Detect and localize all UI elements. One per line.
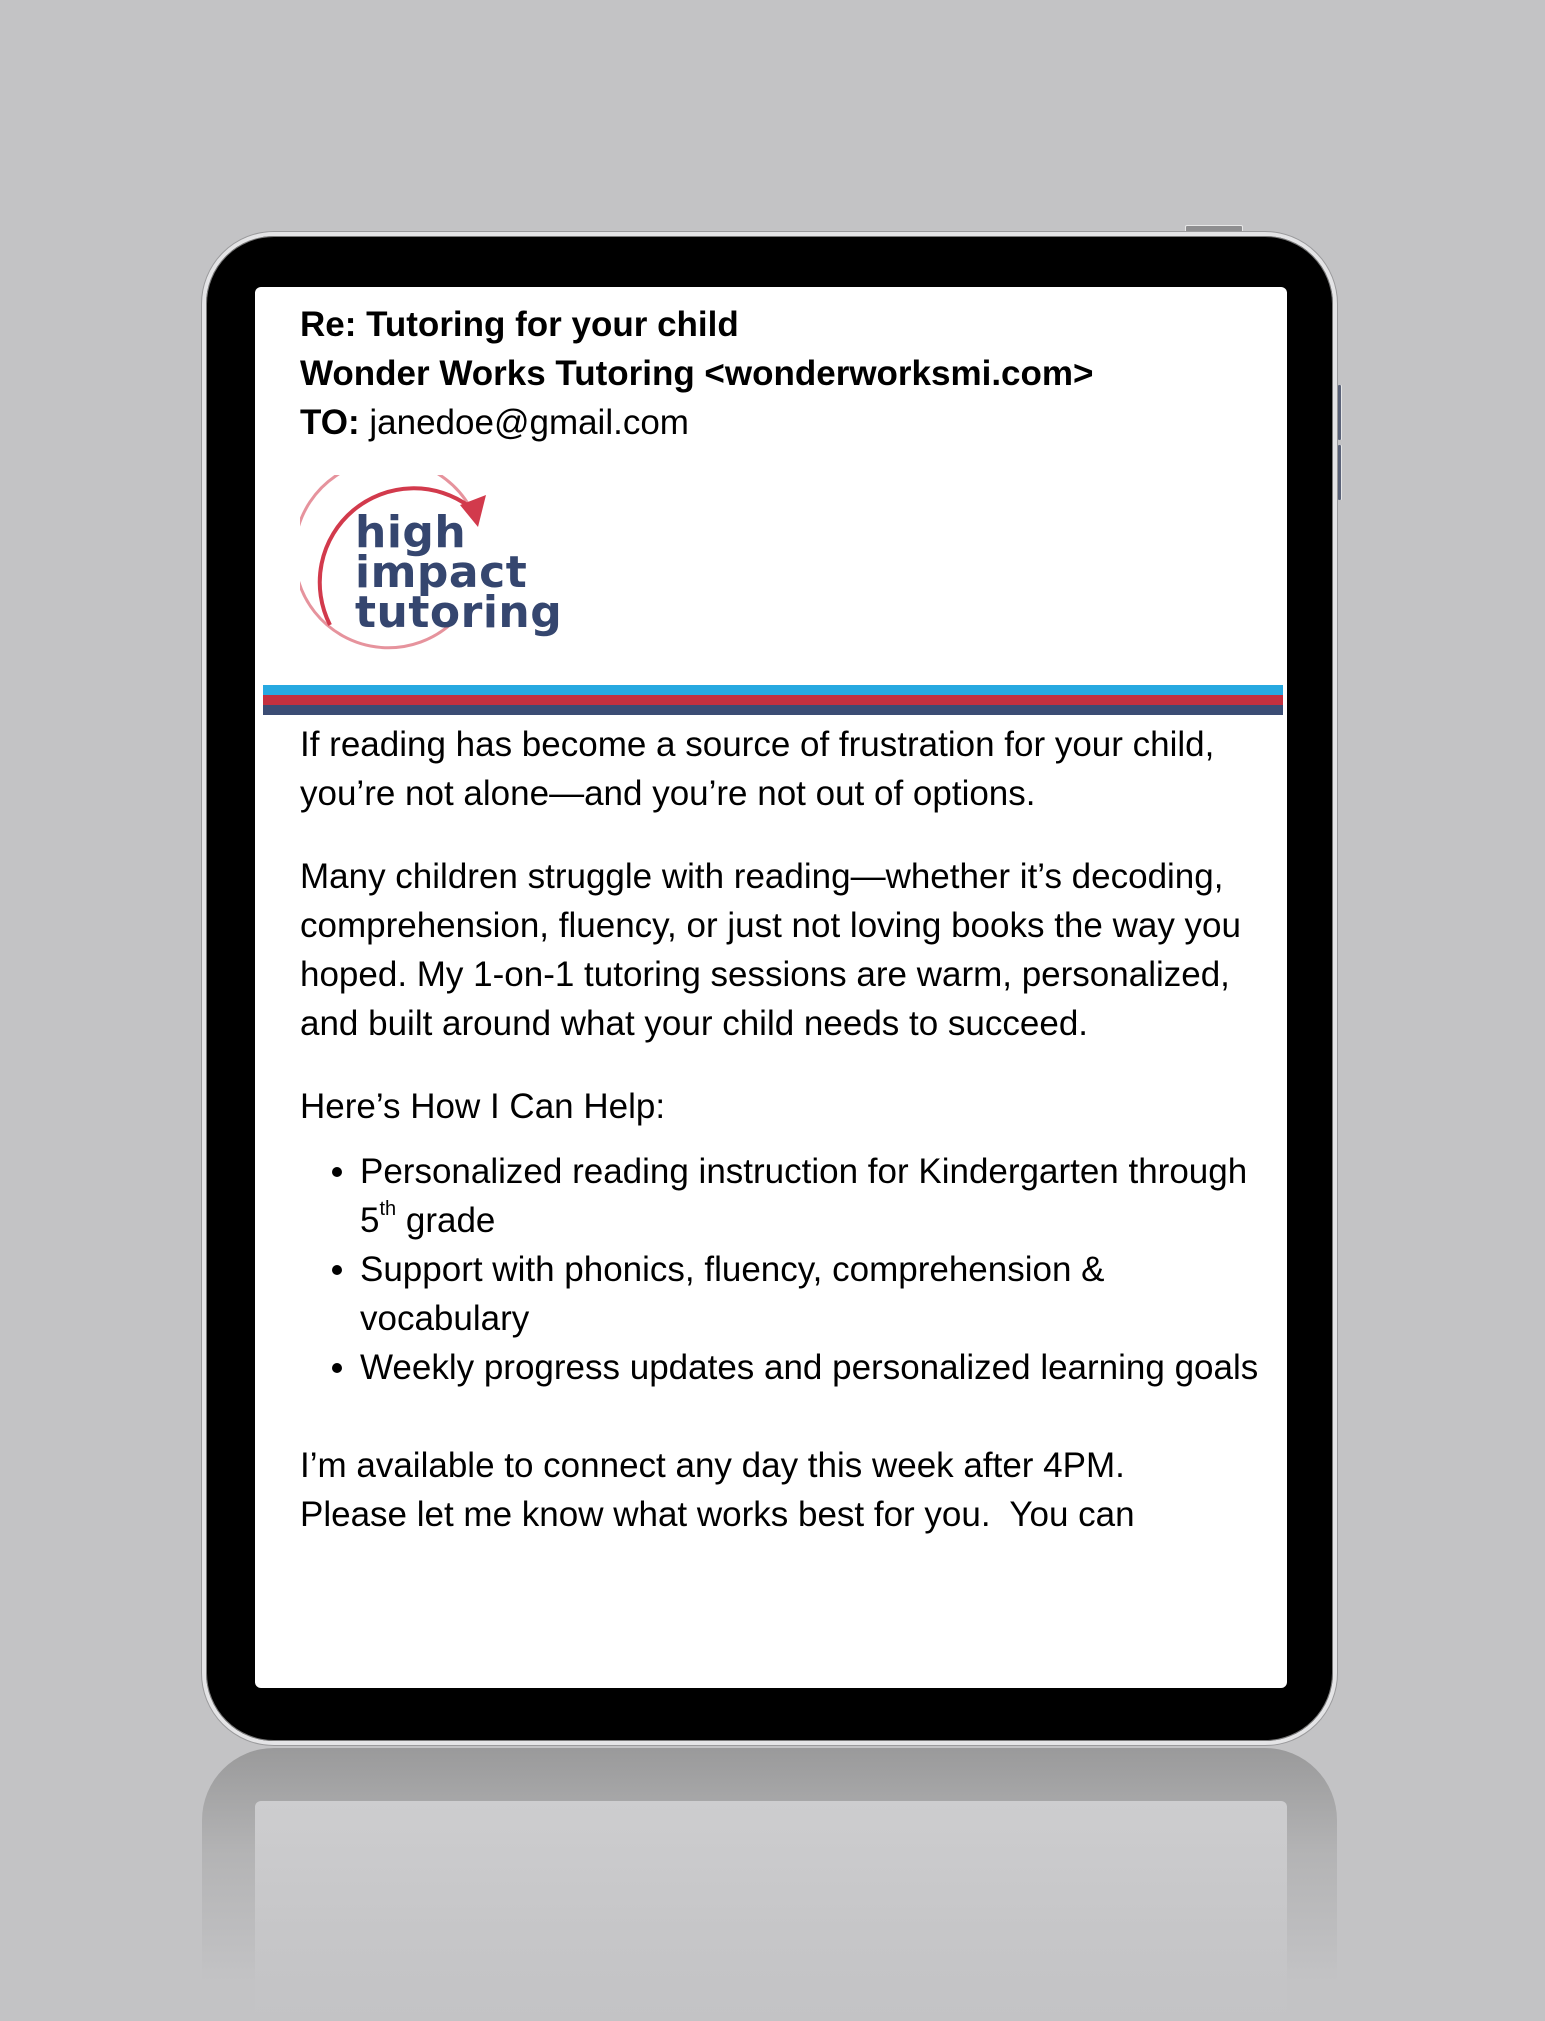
email-sender[interactable]: Wonder Works Tutoring <wonderworksmi.com> xyxy=(300,354,1094,393)
brand-stripes xyxy=(263,685,1283,715)
email-recipient-row xyxy=(300,398,689,447)
logo-line-tutoring: tutoring xyxy=(355,587,563,638)
bullet-icon xyxy=(332,1265,342,1275)
email-screen xyxy=(255,287,1287,1688)
struggle-paragraph: Many children struggle with reading—whether it’s decoding, comprehension, fluency, or just not loving books the way you hoped. My 1-on-1 tutoring sessions are warm, personalized, and built around what your child needs to succeed. xyxy=(300,857,1241,1043)
logo-text xyxy=(355,507,563,638)
stripe-navy xyxy=(263,705,1283,715)
screen-reflection xyxy=(255,1801,1287,2021)
intro-paragraph: If reading has become a source of frustration for your child, you’re not alone—and you’re not out of options. xyxy=(300,725,1215,813)
recipient-address[interactable]: janedoe@gmail.com xyxy=(369,403,689,442)
high-impact-tutoring-logo xyxy=(300,475,563,675)
help-list-item: Personalized reading instruction for Kindergarten through 5th grade xyxy=(360,1147,1260,1245)
bullet-icon xyxy=(332,1363,342,1373)
volume-up-button xyxy=(1338,385,1341,440)
logo-line-impact: impact xyxy=(355,547,528,598)
help-list xyxy=(300,1147,1260,1392)
tablet-device xyxy=(202,232,1337,1745)
help-heading: Here’s How I Can Help: xyxy=(300,1087,666,1126)
help-list-item: Weekly progress updates and personalized learning goals xyxy=(360,1343,1260,1392)
to-label: TO: xyxy=(300,403,360,442)
closing-line-2: Please let me know what works best for you. You can xyxy=(300,1495,1135,1534)
stripe-red xyxy=(263,695,1283,705)
help-list-item: Support with phonics, fluency, comprehension & vocabulary xyxy=(360,1245,1260,1343)
volume-down-button xyxy=(1338,445,1341,500)
closing-line-1: I’m available to connect any day this week after 4PM. xyxy=(300,1446,1125,1485)
email-subject: Re: Tutoring for your child xyxy=(300,305,739,344)
stripe-blue xyxy=(263,685,1283,695)
email-body xyxy=(300,720,1260,1539)
bullet-icon xyxy=(332,1167,342,1177)
logo-line-high: high xyxy=(355,507,467,558)
device-reflection xyxy=(202,1748,1337,2008)
